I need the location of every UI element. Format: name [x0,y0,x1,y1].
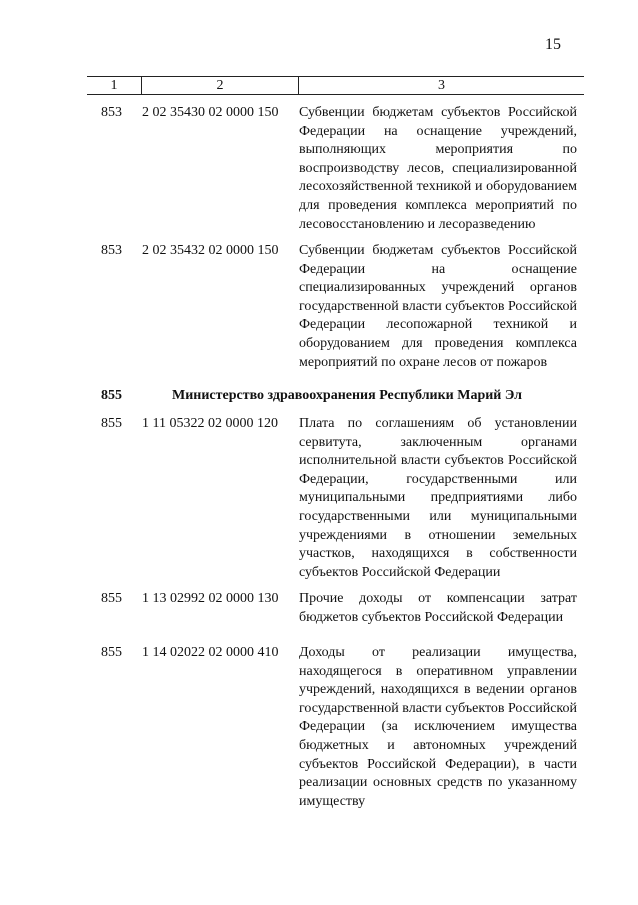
admin-code: 855 [101,591,122,606]
table-header [87,76,584,95]
revenue-code: 1 14 02022 02 0000 410 [142,645,279,660]
revenue-code: 1 11 05322 02 0000 120 [142,416,278,431]
section-title: Министерство здравоохранения Республики Марий Эл [172,388,523,403]
section-admin-code: 855 [101,388,122,403]
table-header-col-1: 1 [110,77,118,93]
revenue-description: Прочие доходы от компенсации затрат бюджетов субъектов Российской Федерации [299,591,577,625]
admin-code: 853 [101,243,122,258]
revenue-description: Субвенции бюджетам субъектов Российской Федерации на оснащение учреждений, выполняющих мероприятия по воспроизводству лесов, специализированной лесохозяйственной техникой и оборудованием для проведения комплекса мероприятий по лесовосстановлению и лесоразведению [299,105,577,232]
revenue-code: 2 02 35432 02 0000 150 [142,243,279,258]
revenue-code: 1 13 02992 02 0000 130 [142,591,279,606]
table-header-col-2: 2 [141,77,298,94]
table-header-col-3: 3 [298,77,584,94]
admin-code: 853 [101,105,122,120]
revenue-code: 2 02 35430 02 0000 150 [142,105,279,120]
revenue-description: Плата по соглашениям об установлении сервитута, заключенным органами исполнительной власти субъектов Российской Федерации, государственными или муниципальными предприятиями либо государственными или муниципальными учреждениями в отношении земельных участков, находящихся в собственности субъектов Российской Федерации [299,416,577,580]
revenue-description: Доходы от реализации имущества, находящегося в оперативном управлении учреждений, находящихся в ведении органов государственной власти субъектов Российской Федерации (за исключением имущества бюджетных и автономных учреждений субъектов Российской Федерации), в части реализации основных средств по указанному имуществу [299,645,577,809]
admin-code: 855 [101,416,122,431]
page-number: 15 [545,36,561,53]
revenue-description: Субвенции бюджетам субъектов Российской Федерации на оснащение специализированных учреждений органов государственной власти субъектов Российской Федерации лесопожарной техникой и оборудованием для проведения комплекса мероприятий по охране лесов от пожаров [299,243,577,370]
admin-code: 855 [101,645,122,660]
